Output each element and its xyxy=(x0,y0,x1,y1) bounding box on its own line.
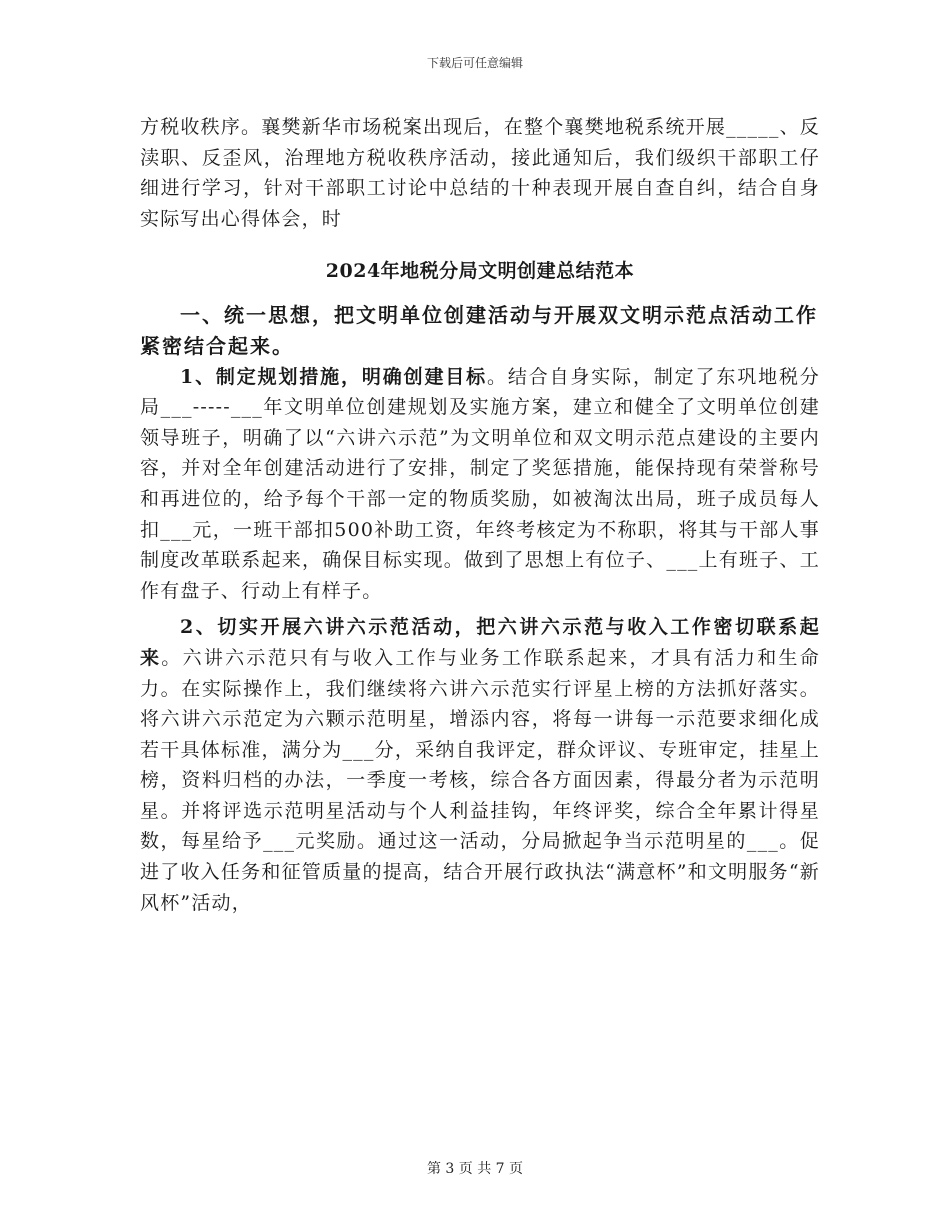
item-2-paragraph xyxy=(140,612,820,918)
item-2-lead: 2、切实开展六讲六示范活动，把六讲六示范与收入工作密切联系起来 xyxy=(140,616,820,669)
page-number-footer: 第 3 页 共 7 页 xyxy=(426,1161,524,1177)
page-header-note: 下载后可任意编辑 xyxy=(426,56,523,70)
item-1-paragraph xyxy=(140,362,820,607)
intro-paragraph: 方税收秩序。襄樊新华市场税案出现后，在整个襄樊地税系统开展_____、反渎职、反歪风，治理地方税收秩序活动，接此通知后，我们级织干部职工仔细进行学习，针对干部职工讨论中总结的十种表现开展自查自纠，结合自身实际写出心得体会，时 xyxy=(140,116,820,230)
document-title: 2024年地税分局文明创建总结范本 xyxy=(325,260,635,283)
item-1-lead: 1、制定规划措施，明确创建目标 xyxy=(180,365,488,388)
item-2-body: 。六讲六示范只有与收入工作与业务工作联系起来，才具有活力和生命力。在实际操作上，我们继续将六讲六示范实行评星上榜的方法抓好落实。将六讲六示范定为六颗示范明星，增添内容，将每一讲每一示范要求细化成若干具体标准，满分为___分，采纳自我评定，群众评议、专班审定，挂星上榜，资料归档的办法，一季度一考核，综合各方面因素，得最分者为示范明星。并将评选示范明星活动与个人利益挂钩，年终评奖，综合全年累计得星数，每星给予___元奖励。通过这一活动，分局掀起争当示范明星的___。促进了收入任务和征管质量的提高，结合开展行政执法“满意杯”和文明服务“新风杯”活动， xyxy=(140,646,821,914)
section-1-heading: 一、统一思想，把文明单位创建活动与开展双文明示范点活动工作紧密结合起来。 xyxy=(140,303,818,358)
item-1-body: 。结合自身实际，制定了东巩地税分局___-----___年文明单位创建规划及实施方案，建立和健全了文明单位创建领导班子，明确了以“六讲六示范”为文明单位和双文明示范点建设的主要内容，并对全年创建活动进行了安排，制定了奖惩措施，能保持现有荣誉称号和再进位的，给予每个干部一定的物质奖励，如被淘汰出局，班子成员每人扣___元，一班干部扣500补助工资，年终考核定为不称职，将其与干部人事制度改革联系起来，确保目标实现。做到了思想上有位子、___上有班子、工作有盘子、行动上有样子。 xyxy=(140,365,820,602)
document-body xyxy=(140,112,820,918)
